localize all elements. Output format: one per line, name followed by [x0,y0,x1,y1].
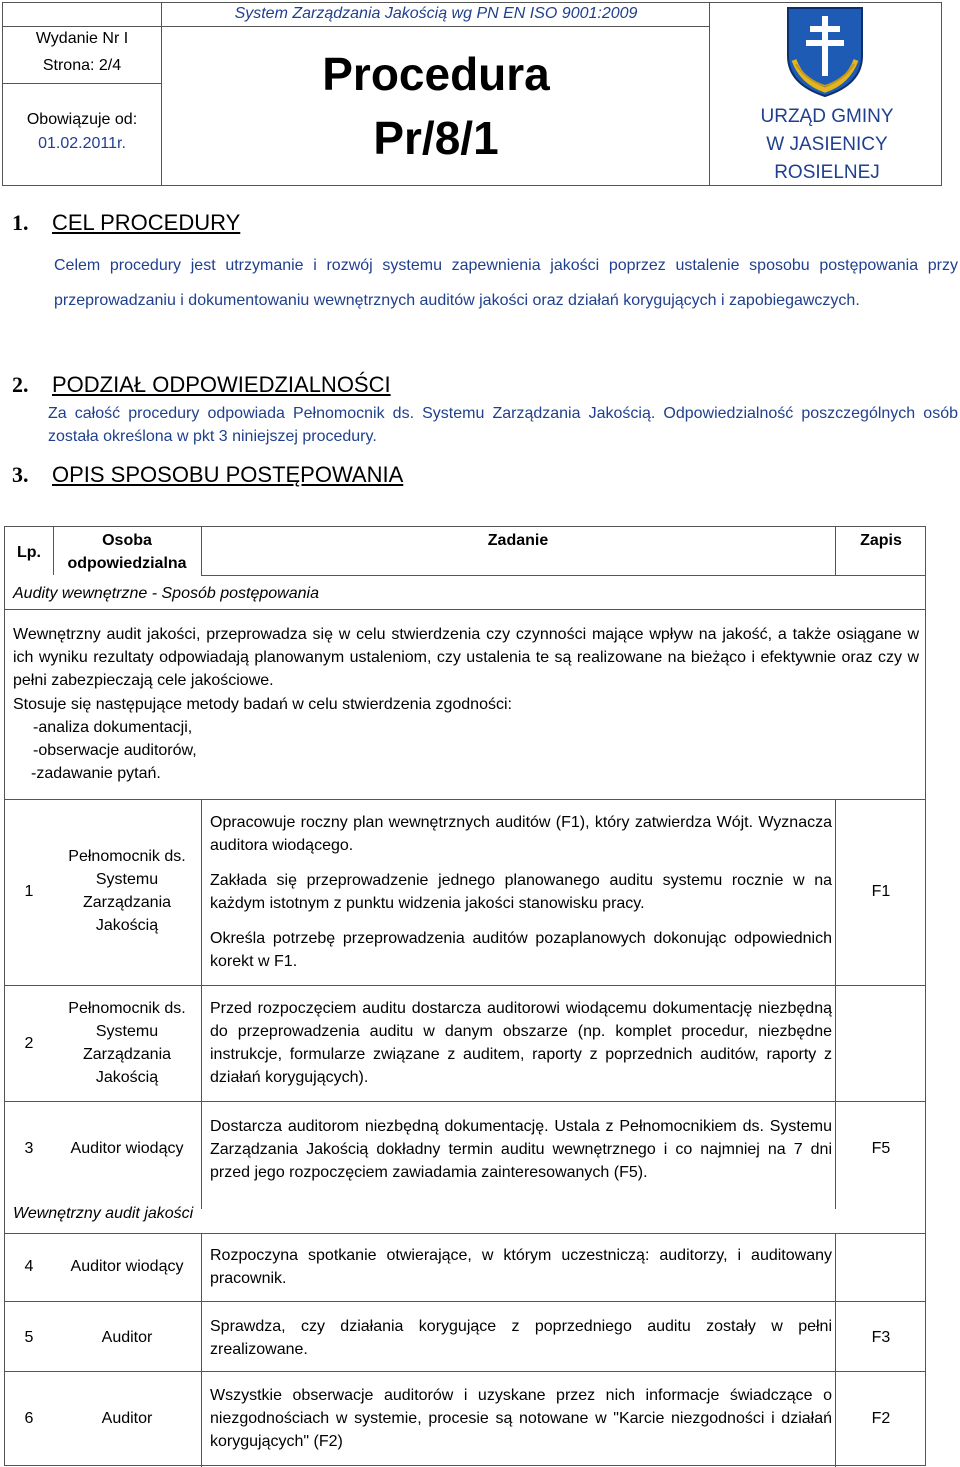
org-name-line2: W JASIENICY [766,134,888,155]
column-divider [201,799,202,1209]
procedure-table [4,526,926,1466]
row-number: 1 [24,883,34,900]
row-record: F3 [871,1329,891,1346]
group-title: Audity wewnętrzne - Sposób postępowania [13,585,319,602]
column-header-task: Zadanie [487,532,549,549]
row-person: Auditor [101,1329,153,1346]
column-header-person: Osoba [102,532,152,549]
procedure-code: Pr/8/1 [373,112,499,164]
row-task: Sprawdza, czy działania korygujące z poprzedniego auditu zostały w pełni zrealizowane. [210,1318,832,1358]
section-1-text: Celem procedury jest utrzymanie i rozwój systemu zapewnienia jakości poprzez ustalenie sposobu postępowania przy przeprowadzaniu i dokumentowaniu wewnętrznych auditów jakości oraz działań korygujących i zapobiegawczych. [54,257,958,309]
intro-methods: Stosuje się następujące metody badań w celu stwierdzenia zgodności: [13,696,512,713]
section-number: 1. [12,210,29,235]
section-number: 3. [12,462,29,487]
column-header-lp: Lp. [17,544,41,561]
row-person: Jakością [95,917,159,934]
column-divider [201,1233,202,1467]
column-header-person: odpowiedzialna [67,555,187,572]
row-task: Rozpoczyna spotkanie otwierające, w którym uczestniczą: auditorzy, i auditowany pracownik. [210,1247,832,1287]
header-rule [161,26,709,27]
method-item: -zadawanie pytań. [31,765,161,782]
edition-label: Wydanie Nr I [35,30,129,47]
method-item: -obserwacje auditorów, [33,742,197,759]
row-number: 3 [24,1140,34,1157]
valid-from-label: Obowiązuje od: [26,111,138,128]
row-person: Auditor [101,1410,153,1427]
column-divider [835,1233,836,1467]
method-item: -analiza dokumentacji, [33,719,193,736]
section-title: CEL PROCEDURY [52,210,241,235]
procedure-title: Procedura [322,48,550,100]
row-task: Przed rozpoczęciem auditu dostarcza auditorowi wiodącemu dokumentację niezbędną do przeprowadzenia auditu w danym obszarze (np. komplet procedur, niezbędne instrukcje, formularze związane z auditem, raporty z poprzednich auditów, raporty z działań korygujących). [210,1000,832,1086]
system-title: System Zarządzania Jakością wg PN EN ISO 9001:2009 [234,5,638,22]
row-task: Wszystkie obserwacje auditorów i uzyskane przez nich informacje świadczące o niezgodnościach w systemie, procesie są notowane w "Karcie niezgodności i działań korygujących" (F2) [210,1387,832,1450]
row-record: F2 [871,1410,891,1427]
section-3-heading [12,462,403,488]
org-name-line1: URZĄD GMINY [760,106,894,127]
row-person: Jakością [95,1069,159,1086]
section-title: PODZIAŁ ODPOWIEDZIALNOŚCI [52,372,391,397]
row-person: Systemu [95,871,159,888]
row-person: Auditor wiodący [70,1258,184,1275]
section-2-text: Za całość procedury odpowiada Pełnomocnik ds. Systemu Zarządzania Jakością. Odpowiedzialność poszczególnych osób została określona w pkt 3 niniejszej procedury. [48,405,958,445]
column-header-record: Zapis [860,532,902,549]
row-divider [5,985,925,986]
header-divider [709,3,710,185]
valid-from-date: 01.02.2011r. [38,135,126,152]
row-person: Zarządzania [82,1046,172,1063]
row-divider [5,1301,925,1302]
header-rule [3,26,161,27]
section-2-heading [12,372,391,398]
header-rule [3,83,161,84]
row-task: Określa potrzebę przeprowadzenia auditów pozaplanowych dokonując odpowiednich korekt w F1. [210,930,832,970]
row-divider [5,1371,925,1372]
header-divider [161,3,162,185]
row-task: Opracowuje roczny plan wewnętrznych auditów (F1), który zatwierdza Wójt. Wyznacza auditora wiodącego. [210,814,832,854]
row-person: Pełnomocnik ds. [68,848,186,865]
page-label: Strona: 2/4 [42,57,122,74]
row-person: Systemu [95,1023,159,1040]
row-number: 2 [24,1035,34,1052]
row-divider [5,799,925,800]
row-divider [201,575,925,576]
coat-of-arms-icon [782,4,868,98]
row-person: Auditor wiodący [70,1140,184,1157]
row-divider [5,1101,925,1102]
section-number: 2. [12,372,29,397]
row-task: Zakłada się przeprowadzenie jednego planowanego auditu systemu rocznie w na każdym istotnym z punktu widzenia jakości stanowisku pracy. [210,872,832,912]
row-divider [5,609,925,610]
section-title: OPIS SPOSOBU POSTĘPOWANIA [52,462,404,487]
row-number: 6 [24,1410,34,1427]
row-record: F5 [871,1140,891,1157]
org-name-line3: ROSIELNEJ [774,162,880,183]
row-person: Pełnomocnik ds. [68,1000,186,1017]
row-task: Dostarcza auditorom niezbędną dokumentację. Ustala z Pełnomocnikiem ds. Systemu Zarządzania Jakością dokładny termin auditu wewnętrznego i co najmniej na 7 dni przed jego rozpoczęciem zawiadamia zainteresowanych (F5). [210,1118,832,1181]
row-number: 5 [24,1329,34,1346]
row-divider [5,1233,925,1234]
group-title: Wewnętrzny audit jakości [13,1205,194,1222]
section-1-heading [12,210,240,236]
row-person: Zarządzania [82,894,172,911]
row-record: F1 [871,883,891,900]
intro-paragraph: Wewnętrzny audit jakości, przeprowadza się w celu stwierdzenia czy czynności mające wpływ na jakość, a także osiągane w ich wyniku rezultaty odpowiadają planowanym ustaleniom, czy ustalenia te są realizowane na bieżąco i efektywnie oraz czy w pełni zabezpieczają cele jakościowe. [13,626,919,689]
row-number: 4 [24,1258,34,1275]
